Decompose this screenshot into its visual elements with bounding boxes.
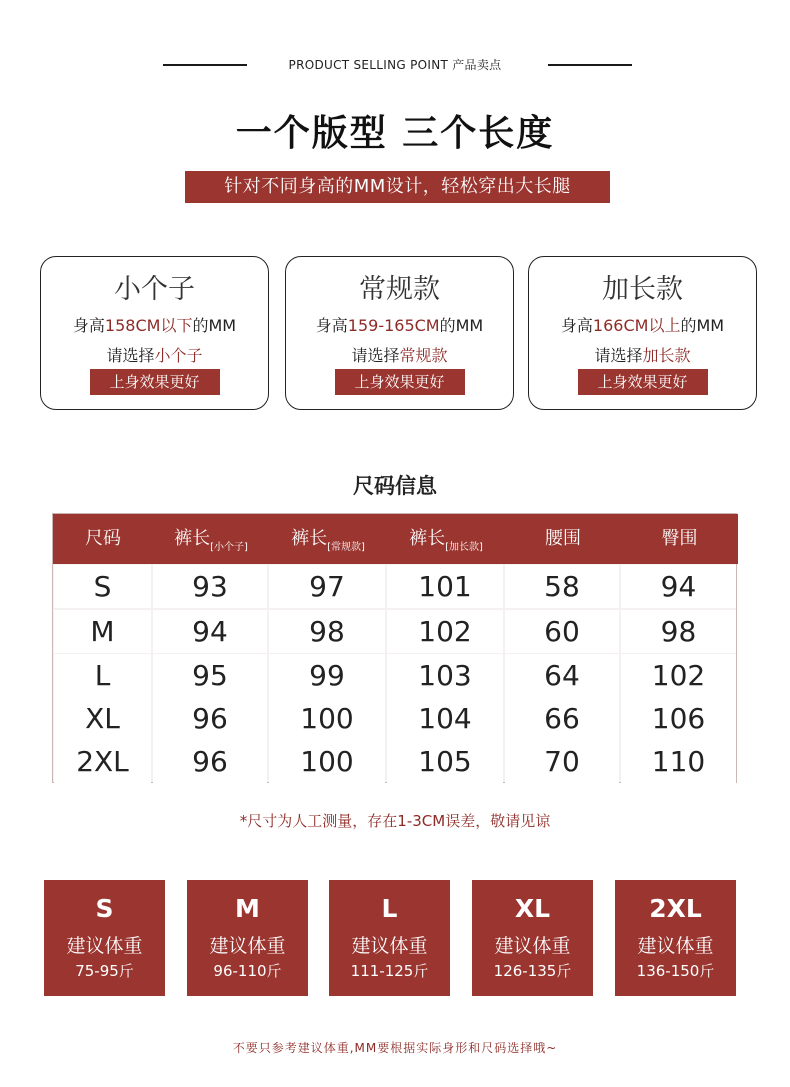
- page-title: 一个版型 三个长度: [235, 113, 555, 154]
- weight-label: 建议体重: [494, 935, 571, 957]
- table-row: [53, 697, 738, 740]
- cell-size: L: [54, 654, 151, 697]
- card-title: 常规款: [359, 274, 440, 305]
- cell-hip: 98: [621, 610, 736, 653]
- cell-length-petite: 95: [153, 654, 267, 697]
- weight-box-l: [329, 880, 450, 996]
- cell-hip: 94: [621, 565, 736, 608]
- cell-length-long: 103: [387, 654, 503, 697]
- title-banner: 针对不同身高的MM设计，轻松穿出大长腿: [185, 171, 610, 203]
- card-tag: 上身效果更好: [335, 369, 465, 395]
- cell-size: M: [54, 610, 151, 653]
- cell-size: S: [54, 565, 151, 608]
- cell-length-petite: 96: [153, 697, 267, 740]
- weight-label: 建议体重: [66, 935, 143, 957]
- table-row: [53, 740, 738, 783]
- cell-waist: 58: [505, 565, 619, 608]
- card-choice-line: 请选择小个子: [106, 346, 203, 365]
- weight-size: S: [95, 894, 114, 923]
- weight-size: L: [381, 894, 398, 923]
- cell-length-long: 104: [387, 697, 503, 740]
- size-table: [52, 513, 737, 783]
- card-height-line: 身高166CM以上的MM: [560, 316, 725, 335]
- cell-waist: 64: [505, 654, 619, 697]
- card-tag: 上身效果更好: [578, 369, 708, 395]
- card-tag: 上身效果更好: [90, 369, 220, 395]
- section-subhead: PRODUCT SELLING POINT 产品卖点: [288, 58, 502, 72]
- cell-length-regular: 98: [269, 610, 385, 653]
- cell-length-long: 102: [387, 610, 503, 653]
- card-petite: [40, 256, 269, 410]
- card-long: [528, 256, 757, 410]
- weight-label: 建议体重: [209, 935, 286, 957]
- cell-waist: 70: [505, 740, 619, 783]
- cell-waist: 60: [505, 610, 619, 653]
- weight-range: 96-110斤: [213, 962, 282, 980]
- table-row: [53, 610, 738, 653]
- weight-range: 111-125斤: [350, 962, 429, 980]
- cell-length-regular: 99: [269, 654, 385, 697]
- card-choice-line: 请选择常规款: [351, 346, 448, 365]
- cell-length-regular: 100: [269, 697, 385, 740]
- cell-length-long: 101: [387, 565, 503, 608]
- header-hip: 臀围: [661, 528, 698, 549]
- table-row: [53, 654, 738, 697]
- card-regular: [285, 256, 514, 410]
- weight-size: 2XL: [649, 894, 702, 923]
- cell-hip: 106: [621, 697, 736, 740]
- weight-range: 75-95斤: [75, 962, 134, 980]
- cell-length-long: 105: [387, 740, 503, 783]
- footer-note: 不要只参考建议体重,MM要根据实际身形和尺码选择哦~: [232, 1041, 558, 1055]
- cell-length-petite: 94: [153, 610, 267, 653]
- header-waist: 腰围: [545, 528, 581, 549]
- size-section-title: 尺码信息: [353, 474, 437, 498]
- cell-length-regular: 100: [269, 740, 385, 783]
- header-size: 尺码: [85, 528, 121, 549]
- header-length-regular: 裤长$_{[常规款]}$: [291, 528, 365, 553]
- weight-box-2xl: [615, 880, 736, 996]
- cell-size: 2XL: [54, 740, 151, 783]
- weight-size: XL: [514, 894, 551, 923]
- measurement-note: *尺寸为人工测量，存在1-3CM误差，敬请见谅: [239, 812, 551, 830]
- weight-box-s: [44, 880, 165, 996]
- weight-size: M: [235, 894, 260, 923]
- cell-length-regular: 97: [269, 565, 385, 608]
- weight-box-xl: [472, 880, 593, 996]
- card-title: 加长款: [602, 274, 683, 305]
- cell-hip: 102: [621, 654, 736, 697]
- weight-range: 136-150斤: [636, 962, 715, 980]
- weight-range: 126-135斤: [493, 962, 572, 980]
- card-height-line: 身高159-165CM的MM: [315, 316, 484, 335]
- header-length-long: 裤长$_{[加长款]}$: [409, 528, 483, 553]
- table-row: [53, 565, 738, 608]
- cell-waist: 66: [505, 697, 619, 740]
- weight-label: 建议体重: [637, 935, 714, 957]
- weight-label: 建议体重: [351, 935, 428, 957]
- table-header: [53, 514, 738, 564]
- header-length-petite: 裤长$_{[小个子]}$: [174, 528, 248, 553]
- card-choice-line: 请选择加长款: [594, 346, 691, 365]
- cell-length-petite: 96: [153, 740, 267, 783]
- cell-size: XL: [54, 697, 151, 740]
- card-height-line: 身高158CM以下的MM: [72, 316, 237, 335]
- weight-box-m: [187, 880, 308, 996]
- card-title: 小个子: [114, 274, 195, 305]
- cell-length-petite: 93: [153, 565, 267, 608]
- cell-hip: 110: [621, 740, 736, 783]
